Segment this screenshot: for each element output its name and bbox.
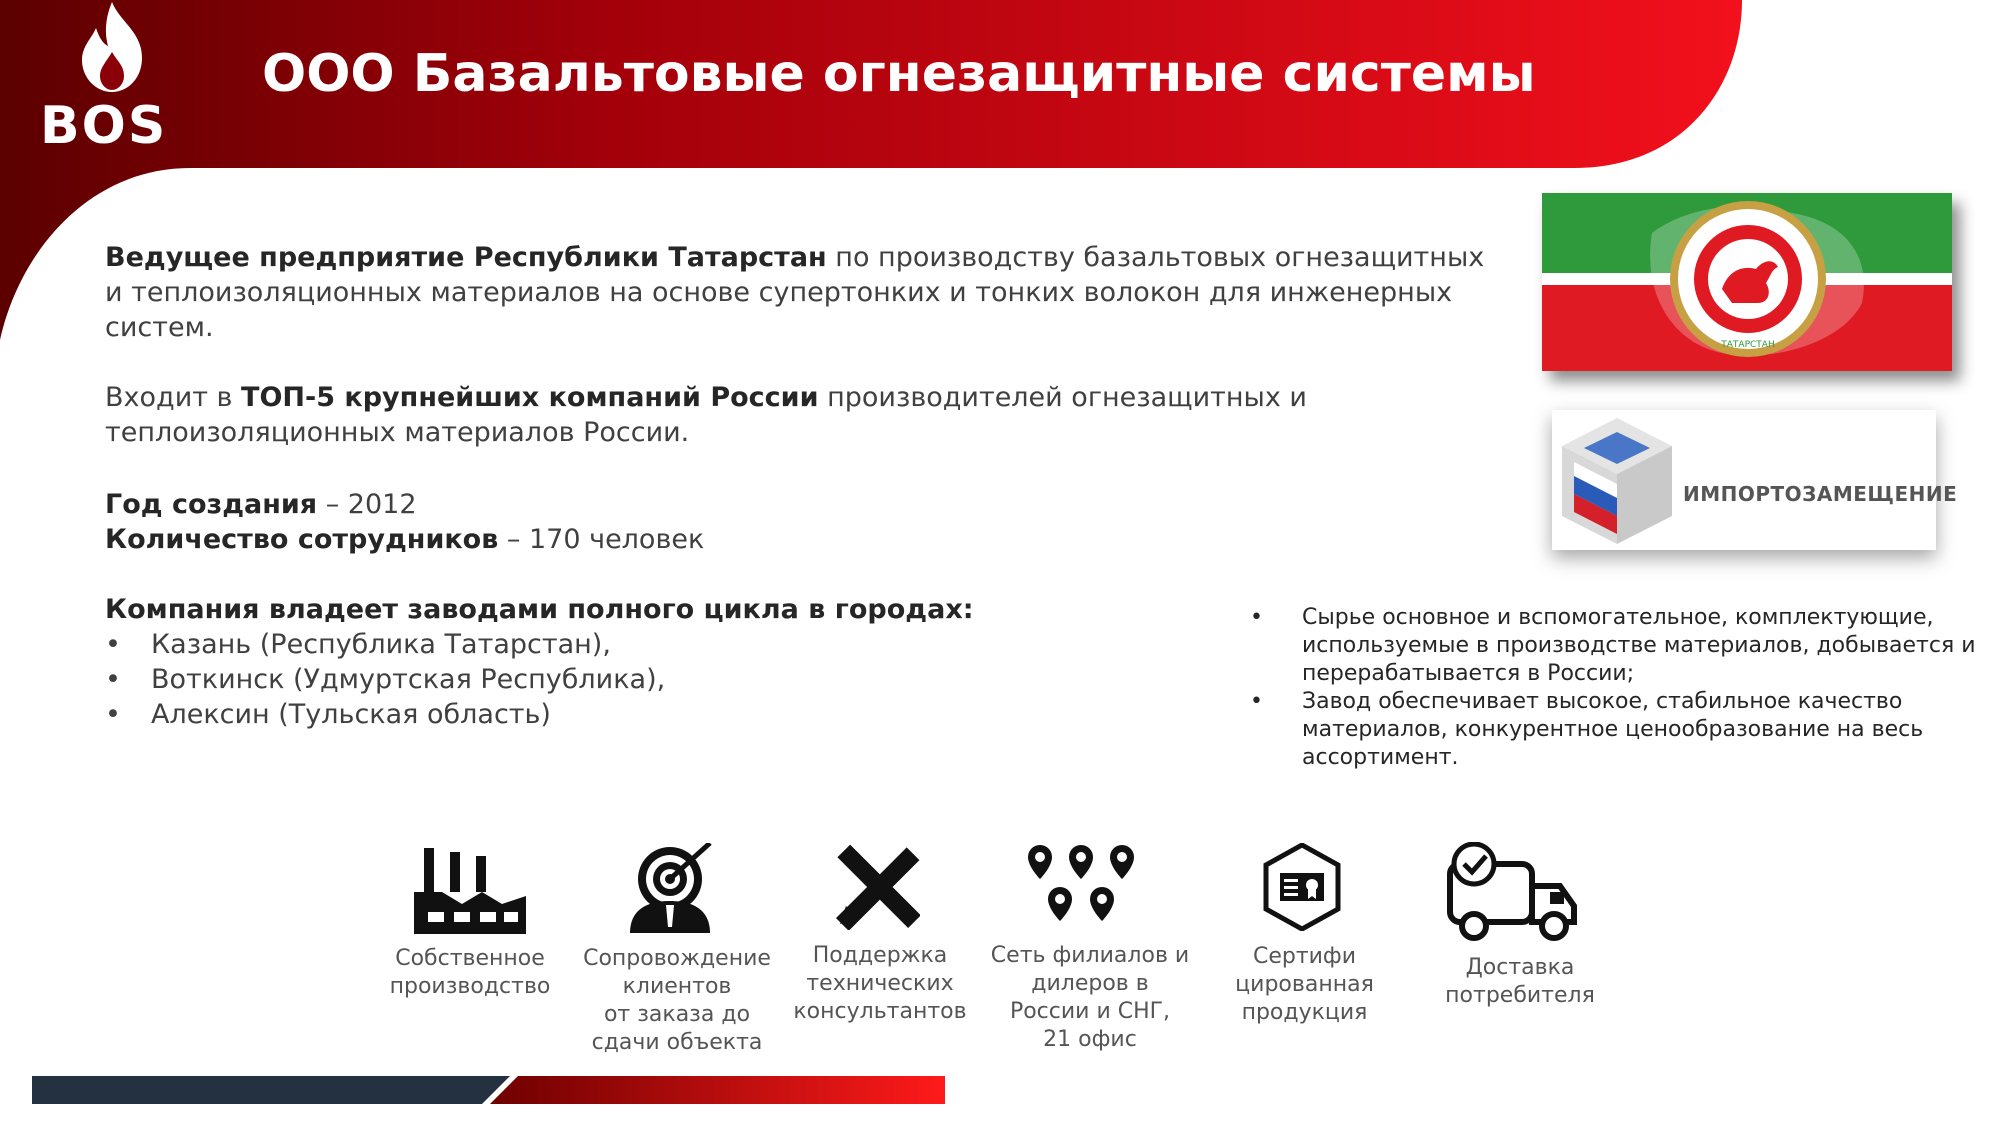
- side-bullet-item: • Сырье основное и вспомогательное, комплектующие, используемые в производстве материалов, добывается и перерабатывается в России;: [1250, 604, 1990, 688]
- city-item: • Алексин (Тульская область): [105, 697, 1485, 732]
- tatarstan-emblem-icon: [1542, 193, 1952, 371]
- company-logo: BOS: [40, 96, 168, 156]
- side-bullets: [1250, 604, 1990, 772]
- intro-highlight-1: Ведущее предприятие Республики Татарстан: [105, 242, 827, 273]
- side-bullet-item: • Завод обеспечивает высокое, стабильное качество материалов, конкурентное ценообразование на весь ассортимент.: [1250, 688, 1990, 772]
- staff-count-value: – 170 человек: [498, 524, 705, 555]
- import-substitution-badge: [1552, 410, 1958, 550]
- staff-count-label: Количество сотрудников: [105, 524, 499, 555]
- footer-bar-red: [490, 1076, 945, 1104]
- city-item: • Воткинск (Удмуртская Республика),: [105, 662, 1485, 697]
- feature-label: Сопровождение клиентов от заказа до сдачи объекта: [583, 946, 771, 1055]
- feature-label: Сертифи цированная продукция: [1235, 944, 1374, 1025]
- feature-label: Доставка потребителя: [1445, 955, 1595, 1008]
- import-label: ИМПОРТОЗАМЕЩЕНИЕ: [1683, 482, 1958, 506]
- founded-year: [105, 487, 1485, 522]
- target-person-icon: [620, 843, 720, 933]
- flame-icon: [72, 2, 152, 94]
- map-pins-icon: [1026, 845, 1136, 927]
- tools-icon: [834, 844, 920, 930]
- page-title: ООО Базальтовые огнезащитные системы: [262, 44, 1536, 104]
- intro-paragraph-1: [105, 240, 1485, 345]
- intro-text-2-start: Входит в: [105, 382, 242, 413]
- city-item: • Казань (Республика Татарстан),: [105, 627, 1485, 662]
- tatarstan-flag-badge: [1542, 193, 1952, 371]
- delivery-truck-icon: [1446, 842, 1580, 942]
- feature-label: Собственное производство: [389, 946, 551, 999]
- intro-text-1: по производству базальтовых огнезащитных и теплоизоляционных материалов на основе супертонких и тонких волокон для инженерных систем.: [105, 242, 1485, 343]
- certificate-icon: [1262, 843, 1342, 931]
- staff-count: [105, 522, 1485, 557]
- intro-paragraph-2: [105, 380, 1485, 450]
- plants-heading: Компания владеет заводами полного цикла в городах:: [105, 594, 974, 625]
- factory-icon: [414, 848, 526, 934]
- flag-caption: ТАТАРСТАН: [1721, 340, 1775, 350]
- russia-cube-icon: [1562, 418, 1672, 544]
- footer-bar-dark: [32, 1076, 510, 1104]
- intro-highlight-2: ТОП-5 крупнейших компаний России: [241, 382, 819, 413]
- founded-year-value: – 2012: [317, 489, 417, 520]
- feature-label: Сеть филиалов и дилеров в России и СНГ, 21 офис: [990, 943, 1190, 1052]
- founded-year-label: Год создания: [105, 489, 318, 520]
- feature-label: Поддержка технических консультантов: [793, 943, 967, 1024]
- intro-text-2: производителей огнезащитных и теплоизоляционных материалов России.: [105, 382, 1307, 448]
